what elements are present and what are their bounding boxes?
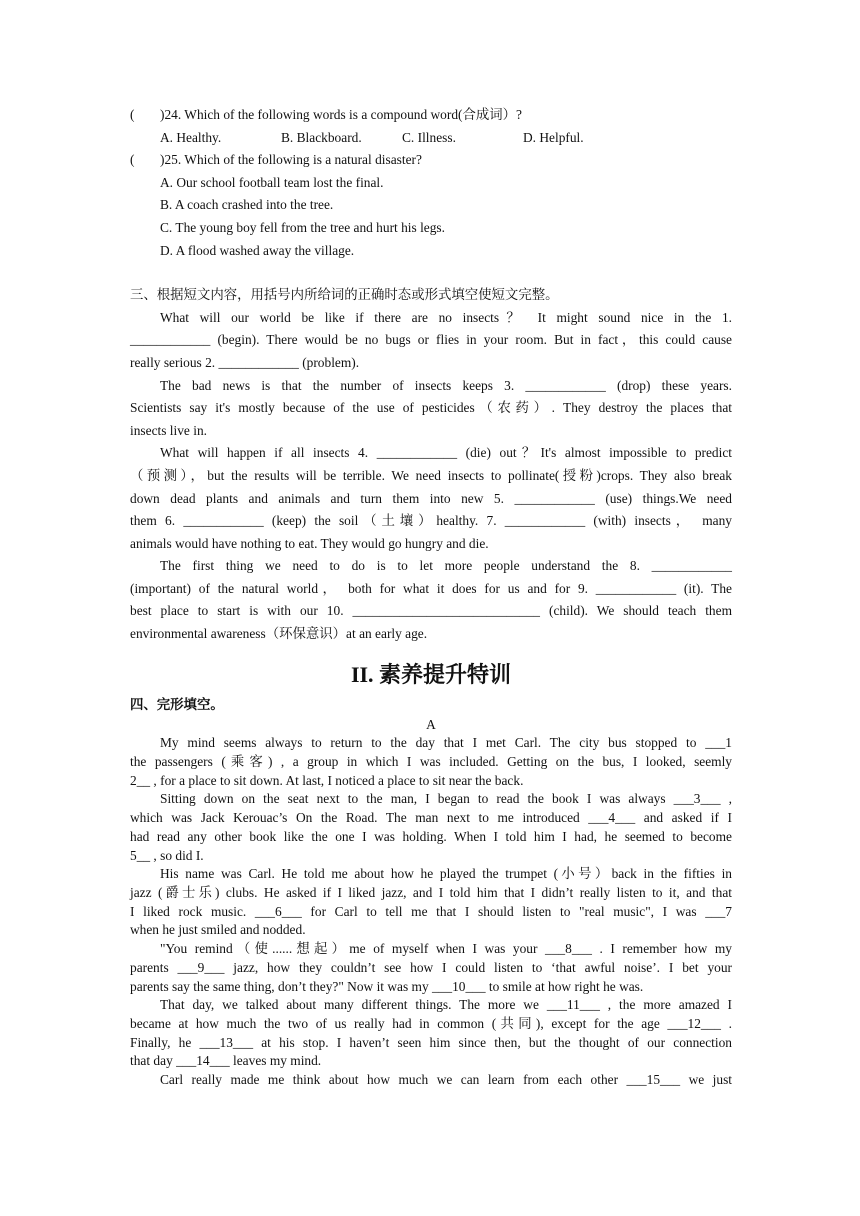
passage-line: What will our world be like if there are no insects？ It might sound nice in the 1.: [160, 309, 732, 325]
cloze-line: the passengers (乘客) , a group in which I was included. Getting on the bus, I looked, seemly: [130, 754, 732, 770]
option-c: C. Illness.: [402, 129, 456, 145]
passage-line: best place to start is with our 10. ____________________________ (child). We should teach them: [130, 603, 732, 619]
cloze-line: 2__ , for a place to sit down. At last, I noticed a place to sit near the back.: [130, 772, 524, 788]
question-text: )25. Which of the following is a natural disaster?: [160, 152, 422, 168]
section-4-heading: 四、完形填空。: [130, 696, 224, 712]
cloze-line: 5__ , so did I.: [130, 847, 204, 863]
cloze-line: Sitting down on the seat next to the man, I began to read the book I was always ___3___ ,: [160, 791, 732, 807]
passage-line: them 6. ____________ (keep) the soil（土壤）healthy. 7. ____________ (with) insects， many: [130, 513, 732, 529]
option-b: B. A coach crashed into the tree.: [160, 197, 334, 213]
passage-line: animals would have nothing to eat. They would go hungry and die.: [130, 535, 489, 551]
part-2-title: II. 素养提升特训: [350, 661, 512, 687]
cloze-line: Carl really made me think about how much we can learn from each other ___15___ we just: [160, 1072, 732, 1088]
option-d: D. Helpful.: [523, 129, 584, 145]
option-b: B. Blackboard.: [281, 129, 362, 145]
cloze-line: His name was Carl. He told me about how he played the trumpet (小号）back in the fifties in: [160, 866, 732, 882]
cloze-line: had read any other book like the one I was holding. When I told him I had, he seemed to become: [130, 828, 732, 844]
cloze-line: "You remind（使......想起）me of myself when I was your ___8___ . I remember how my: [160, 941, 732, 957]
question-25: [130, 149, 732, 172]
passage-line: (important) of the natural world， both for what it does for us and for 9. ____________ (it). The: [130, 580, 732, 596]
cloze-line: parents ___9___ jazz, how they couldn’t see how I could listen to ‘that awful noise’. I bet your: [130, 959, 732, 975]
cloze-line: when he just smiled and nodded.: [130, 922, 306, 938]
cloze-line: My mind seems always to return to the day that I met Carl. The city bus stopped to ___1: [160, 735, 732, 751]
passage-line: environmental awareness（环保意识）at an early age.: [130, 626, 428, 642]
section-3-heading: 三、根据短文内容，用括号内所给词的正确时态或形式填空使短文完整。: [130, 287, 559, 303]
passage-line: Scientists say it's mostly because of the use of pesticides（农药）. They destroy the places that: [130, 400, 732, 416]
cloze-line: That day, we talked about many different things. The more we ___11___ , the more amazed I: [160, 997, 732, 1013]
cloze-line: parents say the same thing, don’t they?" Now it was my ___10___ to smile at how right he was.: [130, 978, 644, 994]
option-d: D. A flood washed away the village.: [160, 242, 355, 258]
question-text: )24. Which of the following words is a compound word(合成词）?: [160, 107, 522, 122]
passage-line: What will happen if all insects 4. ____________ (die) out？It's almost impossible to predict: [160, 445, 732, 461]
cloze-line: that day ___14___ leaves my mind.: [130, 1053, 322, 1069]
passage-line: down dead plants and animals and turn them into new 5. ____________ (use) things.We need: [130, 490, 732, 506]
passage-line: insects live in.: [130, 422, 207, 438]
passage-line: The bad news is that the number of insects keeps 3. ____________ (drop) these years.: [160, 377, 732, 393]
cloze-line: Finally, he ___13___ at his stop. I haven’t seen him since then, but the thought of our connection: [130, 1034, 732, 1050]
option-a: A. Our school football team lost the final.: [160, 174, 384, 190]
passage-line: really serious 2. ____________ (problem).: [130, 354, 360, 370]
passage-line: ____________ (begin). There would be no bugs or flies in your room. But in fact，this could cause: [130, 332, 732, 348]
question-24-options: [130, 127, 732, 150]
cloze-line: which was Jack Kerouac’s On the Road. The man next to me introduced ___4___ and asked if I: [130, 810, 732, 826]
cloze-line: became at how much the two of us really had in common (共同), except for the age ___12___ .: [130, 1015, 732, 1031]
passage-line: The first thing we need to do is to let more people understand the 8. ____________: [160, 558, 732, 574]
option-c: C. The young boy fell from the tree and hurt his legs.: [160, 219, 445, 235]
question-24: [130, 104, 732, 127]
document-page: [130, 104, 732, 1090]
answer-paren: (: [130, 107, 135, 122]
passage-label: A: [426, 716, 436, 732]
cloze-line: jazz (爵士乐) clubs. He asked if I liked jazz, and I told him that I didn’t really listen to it, and that: [130, 884, 732, 900]
option-a: A. Healthy.: [160, 129, 222, 145]
answer-paren: (: [130, 152, 135, 168]
passage-line: （预测），but the results will be terrible. We need insects to pollinate(授粉)crops. They also break: [130, 467, 732, 483]
cloze-line: I liked rock music. ___6___ for Carl to tell me that I should listen to "real music", I was ___7: [130, 903, 732, 919]
